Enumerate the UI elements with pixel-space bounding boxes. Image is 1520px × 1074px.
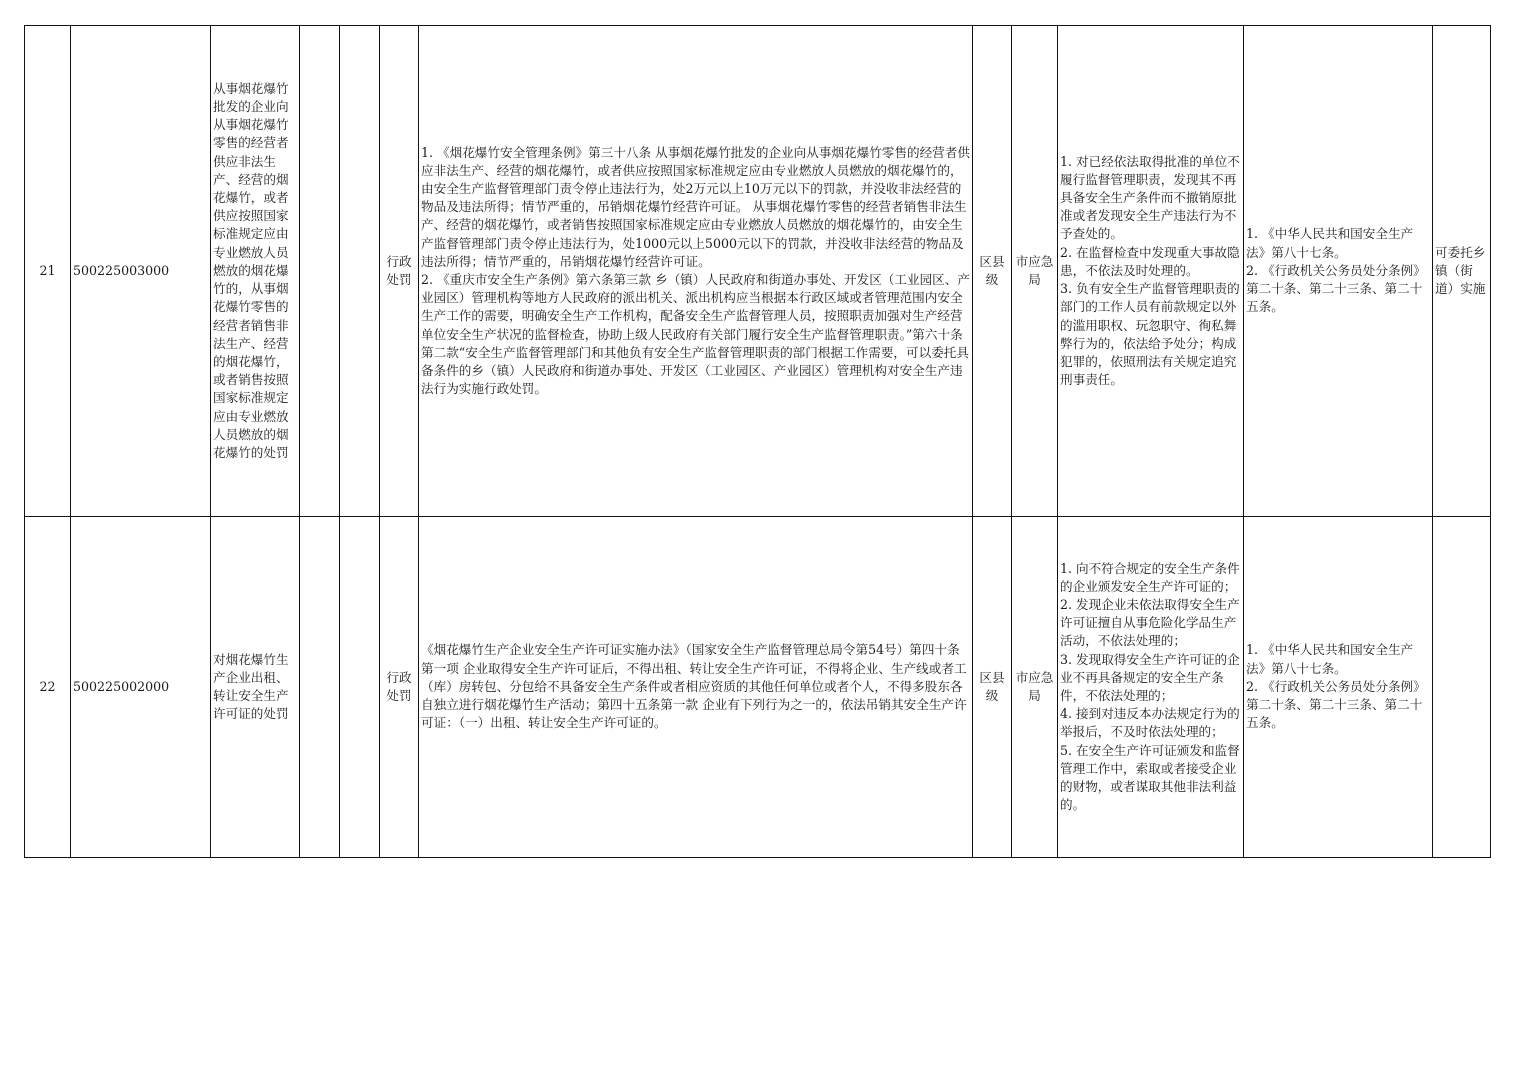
legal-basis-cell xyxy=(419,517,973,858)
legal-basis-paragraph: 1. 《烟花爆竹安全管理条例》第三十八条 从事烟花爆竹批发的企业向从事烟花爆竹零售的经营者供应非法生产、经营的烟花爆竹，或者供应按照国家标准规定应由专业燃放人员燃放的烟花爆竹的，由安全生产监督管理部门责令停止违法行为，处2万元以上10万元以下的罚款，并没收非法经营的物品及违法所得；情节严重的，吊销烟花爆竹经营许可证。 从事烟花爆竹零售的经营者销售非法生产、经营的烟花爆竹，或者销售按照国家标准规定应由专业燃放人员燃放的烟花爆竹的，由安全生产监督管理部门责令停止违法行为，处1000元以上5000元以下的罚款，并没收非法经营的物品及违法所得；情节严重的，吊销烟花爆竹经营许可证。 xyxy=(421,144,970,269)
remark-cell: 可委托乡镇（街道）实施 xyxy=(1433,26,1491,517)
responsibility-cell xyxy=(1058,517,1244,858)
responsibility-item: 3. 发现取得安全生产许可证的企业不再具备规定的安全生产条件，不依法处理的； xyxy=(1060,651,1240,703)
department-cell: 市应急局 xyxy=(1012,26,1058,517)
item-name-cell: 对烟花爆竹生产企业出租、转让安全生产许可证的处罚 xyxy=(211,517,300,858)
item-name-cell: 从事烟花爆竹批发的企业向从事烟花爆竹零售的经营者供应非法生产、经营的烟花爆竹，或者供应按照国家标准规定应由专业燃放人员燃放的烟花爆竹的，从事烟花爆竹零售的经营者销售非法生产、经营的烟花爆竹，或者销售按照国家标准规定应由专业燃放人员燃放的烟花爆竹的处罚 xyxy=(211,26,300,517)
row-number-cell: 22 xyxy=(25,517,71,858)
responsibility-item: 1. 对已经依法取得批准的单位不履行监督管理职责，发现其不再具备安全生产条件而不撤销原批准或者发现安全生产违法行为不予查处的。 xyxy=(1060,153,1240,242)
accountability-basis-cell xyxy=(1244,26,1433,517)
exercise-level-cell: 区县级 xyxy=(973,517,1012,858)
department-cell: 市应急局 xyxy=(1012,517,1058,858)
exercise-level-cell: 区县级 xyxy=(973,26,1012,517)
item-code-cell: 500225002000 xyxy=(71,517,211,858)
responsibility-item: 4. 接到对违反本办法规定行为的举报后，不及时依法处理的； xyxy=(1060,706,1240,740)
legal-basis-paragraph: 2. 《重庆市安全生产条例》第六条第三款 乡（镇）人民政府和街道办事处、开发区（工业园区、产业园区）管理机构等地方人民政府的派出机关、派出机构应当根据本行政区域或者管理范围内安全生产工作的需要，明确安全生产工作机构，配备安全生产监督管理人员，按照职责加强对生产经营单位安全生产状况的监督检查，协助上级人民政府有关部门履行安全生产监督管理职责。”第六十条第二款“安全生产监督管理部门和其他负有安全生产监督管理职责的部门根据工作需要，可以委托具备条件的乡（镇）人民政府和街道办事处、开发区（工业园区、产业园区）管理机构对安全生产违法行为实施行政处罚。 xyxy=(421,272,970,397)
table-row xyxy=(25,26,1491,517)
empty-cell xyxy=(300,517,340,858)
responsibility-item: 2. 发现企业未依法取得安全生产许可证擅自从事危险化学品生产活动，不依法处理的； xyxy=(1060,596,1240,649)
remark-cell xyxy=(1433,517,1491,858)
responsibility-cell xyxy=(1058,26,1244,517)
item-type-cell: 行政处罚 xyxy=(380,26,419,517)
responsibility-item: 2. 在监督检查中发现重大事故隐患，不依法及时处理的。 xyxy=(1060,244,1240,278)
legal-basis-paragraph: 《烟花爆竹生产企业安全生产许可证实施办法》（国家安全生产监督管理总局令第54号）第四十条第一项 企业取得安全生产许可证后，不得出租、转让安全生产许可证，不得将企业、生产线或者工（库）房转包、分包给不具备安全生产条件或者相应资质的其他任何单位或者个人，不得多股东各自独立进行烟花爆竹生产活动；第四十五条第一款 企业有下列行为之一的，依法吊销其安全生产许可证：（一）出租、转让安全生产许可证的。 xyxy=(421,642,967,731)
power-list-table xyxy=(24,25,1491,858)
accountability-item: 1. 《中华人民共和国安全生产法》第八十七条。 xyxy=(1246,226,1414,260)
row-number-cell: 21 xyxy=(25,26,71,517)
table-row xyxy=(25,517,1491,858)
item-code-cell: 500225003000 xyxy=(71,26,211,517)
accountability-item: 1. 《中华人民共和国安全生产法》第八十七条。 xyxy=(1246,642,1414,676)
responsibility-item: 3. 负有安全生产监督管理职责的部门的工作人员有前款规定以外的滥用职权、玩忽职守、徇私舞弊行为的，依法给予处分；构成犯罪的，依照刑法有关规定追究刑事责任。 xyxy=(1060,281,1240,388)
accountability-basis-cell xyxy=(1244,517,1433,858)
accountability-item: 2. 《行政机关公务员处分条例》第二十条、第二十三条、第二十五条。 xyxy=(1246,262,1426,315)
legal-basis-cell xyxy=(419,26,973,517)
item-type-cell: 行政处罚 xyxy=(380,517,419,858)
responsibility-item: 5. 在安全生产许可证颁发和监督管理工作中，索取或者接受企业的财物，或者谋取其他非法利益的。 xyxy=(1060,742,1240,813)
empty-cell xyxy=(340,26,380,517)
empty-cell xyxy=(300,26,340,517)
responsibility-item: 1. 向不符合规定的安全生产条件的企业颁发安全生产许可证的； xyxy=(1060,560,1240,594)
accountability-item: 2. 《行政机关公务员处分条例》第二十条、第二十三条、第二十五条。 xyxy=(1246,678,1426,731)
empty-cell xyxy=(340,517,380,858)
